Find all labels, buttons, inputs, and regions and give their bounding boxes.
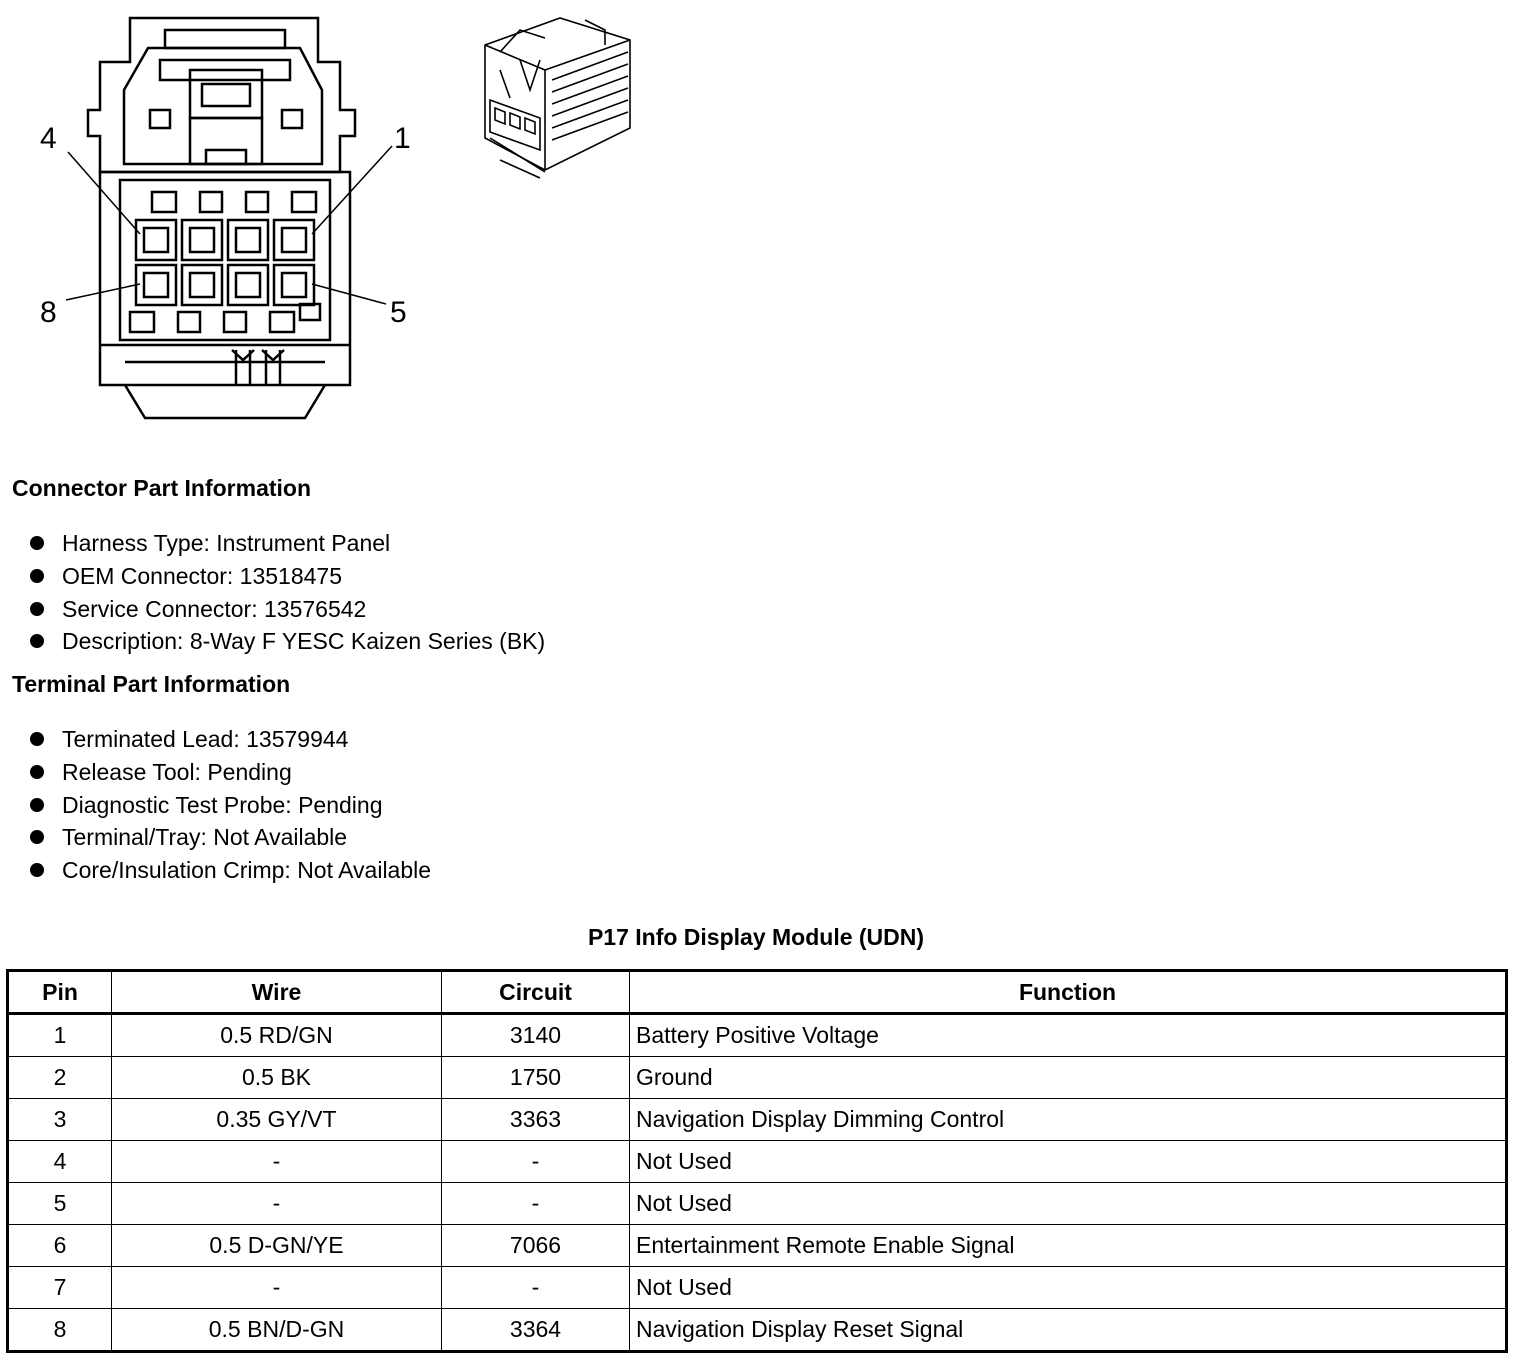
cell-function: Entertainment Remote Enable Signal — [630, 1225, 1507, 1267]
bullet-icon — [30, 732, 44, 746]
list-item-text: Terminated Lead: 13579944 — [62, 726, 349, 752]
list-item — [28, 821, 431, 854]
bullet-icon — [30, 569, 44, 583]
cell-circuit: - — [442, 1141, 630, 1183]
list-item — [28, 723, 431, 756]
connector-info-list — [28, 527, 545, 658]
cell-function: Navigation Display Reset Signal — [630, 1309, 1507, 1352]
list-item-text: Service Connector: 13576542 — [62, 595, 367, 622]
cell-pin: 3 — [8, 1099, 112, 1141]
header-wire: Wire — [112, 971, 442, 1014]
cell-pin: 1 — [8, 1014, 112, 1057]
pin-table — [6, 969, 1508, 1353]
list-item — [28, 593, 545, 626]
cell-wire: - — [112, 1267, 442, 1309]
terminal-info-list — [28, 723, 431, 887]
table-row — [8, 1141, 1507, 1183]
cell-pin: 4 — [8, 1141, 112, 1183]
bullet-icon — [30, 536, 44, 550]
list-item-text: Description: 8-Way F YESC Kaizen Series (BK) — [62, 628, 546, 655]
table-row — [8, 1057, 1507, 1099]
cell-function: Not Used — [630, 1183, 1507, 1225]
cell-function: Battery Positive Voltage — [630, 1014, 1507, 1057]
cell-circuit: 3140 — [442, 1014, 630, 1057]
cell-pin: 5 — [8, 1183, 112, 1225]
terminal-info-title: Terminal Part Information — [12, 671, 291, 697]
cell-function: Navigation Display Dimming Control — [630, 1099, 1507, 1141]
cell-wire: 0.5 D-GN/YE — [112, 1225, 442, 1267]
cell-wire: 0.5 BK — [112, 1057, 442, 1099]
cell-circuit: - — [442, 1183, 630, 1225]
cell-pin: 6 — [8, 1225, 112, 1267]
cell-circuit: 1750 — [442, 1057, 630, 1099]
cell-wire: 0.5 RD/GN — [112, 1014, 442, 1057]
callout-pin-8: 8 — [40, 296, 57, 329]
list-item-text: Terminal/Tray: Not Available — [62, 824, 348, 851]
list-item — [28, 527, 545, 560]
header-circuit: Circuit — [442, 971, 630, 1014]
cell-function: Ground — [630, 1057, 1507, 1099]
callout-pin-1: 1 — [394, 122, 411, 155]
cell-wire: - — [112, 1183, 442, 1225]
bullet-icon — [30, 765, 44, 779]
callout-pin-5: 5 — [390, 296, 407, 329]
list-item — [28, 756, 431, 789]
connector-diagram — [0, 0, 700, 440]
cell-wire: 0.35 GY/VT — [112, 1099, 442, 1141]
table-row — [8, 1183, 1507, 1225]
cell-wire: 0.5 BN/D-GN — [112, 1309, 442, 1352]
list-item-text: Harness Type: Instrument Panel — [62, 530, 391, 556]
table-row — [8, 1014, 1507, 1057]
list-item — [28, 789, 431, 822]
table-row — [8, 1267, 1507, 1309]
bullet-icon — [30, 863, 44, 877]
table-row — [8, 1225, 1507, 1267]
table-row — [8, 1309, 1507, 1352]
cell-wire: - — [112, 1141, 442, 1183]
list-item-text: Core/Insulation Crimp: Not Available — [62, 857, 432, 884]
connector-info-title: Connector Part Information — [12, 475, 312, 501]
bullet-icon — [30, 602, 44, 616]
header-function: Function — [630, 971, 1507, 1014]
cell-circuit: 3363 — [442, 1099, 630, 1141]
cell-function: Not Used — [630, 1141, 1507, 1183]
callout-pin-4: 4 — [40, 122, 57, 155]
list-item — [28, 625, 545, 658]
list-item-text: Release Tool: Pending — [62, 758, 292, 785]
list-item — [28, 560, 545, 593]
bullet-icon — [30, 830, 44, 844]
cell-circuit: - — [442, 1267, 630, 1309]
list-item-text: OEM Connector: 13518475 — [62, 562, 343, 589]
cell-pin: 2 — [8, 1057, 112, 1099]
bullet-icon — [30, 798, 44, 812]
cell-function: Not Used — [630, 1267, 1507, 1309]
cell-pin: 8 — [8, 1309, 112, 1352]
header-pin: Pin — [8, 971, 112, 1014]
cell-circuit: 7066 — [442, 1225, 630, 1267]
list-item — [28, 854, 431, 887]
cell-circuit: 3364 — [442, 1309, 630, 1352]
table-row — [8, 1099, 1507, 1141]
table-header-row — [8, 971, 1507, 1014]
cell-pin: 7 — [8, 1267, 112, 1309]
list-item-text: Diagnostic Test Probe: Pending — [62, 791, 383, 818]
connector-isometric-view — [485, 18, 630, 178]
bullet-icon — [30, 634, 44, 648]
pin-table-title: P17 Info Display Module (UDN) — [587, 924, 925, 950]
